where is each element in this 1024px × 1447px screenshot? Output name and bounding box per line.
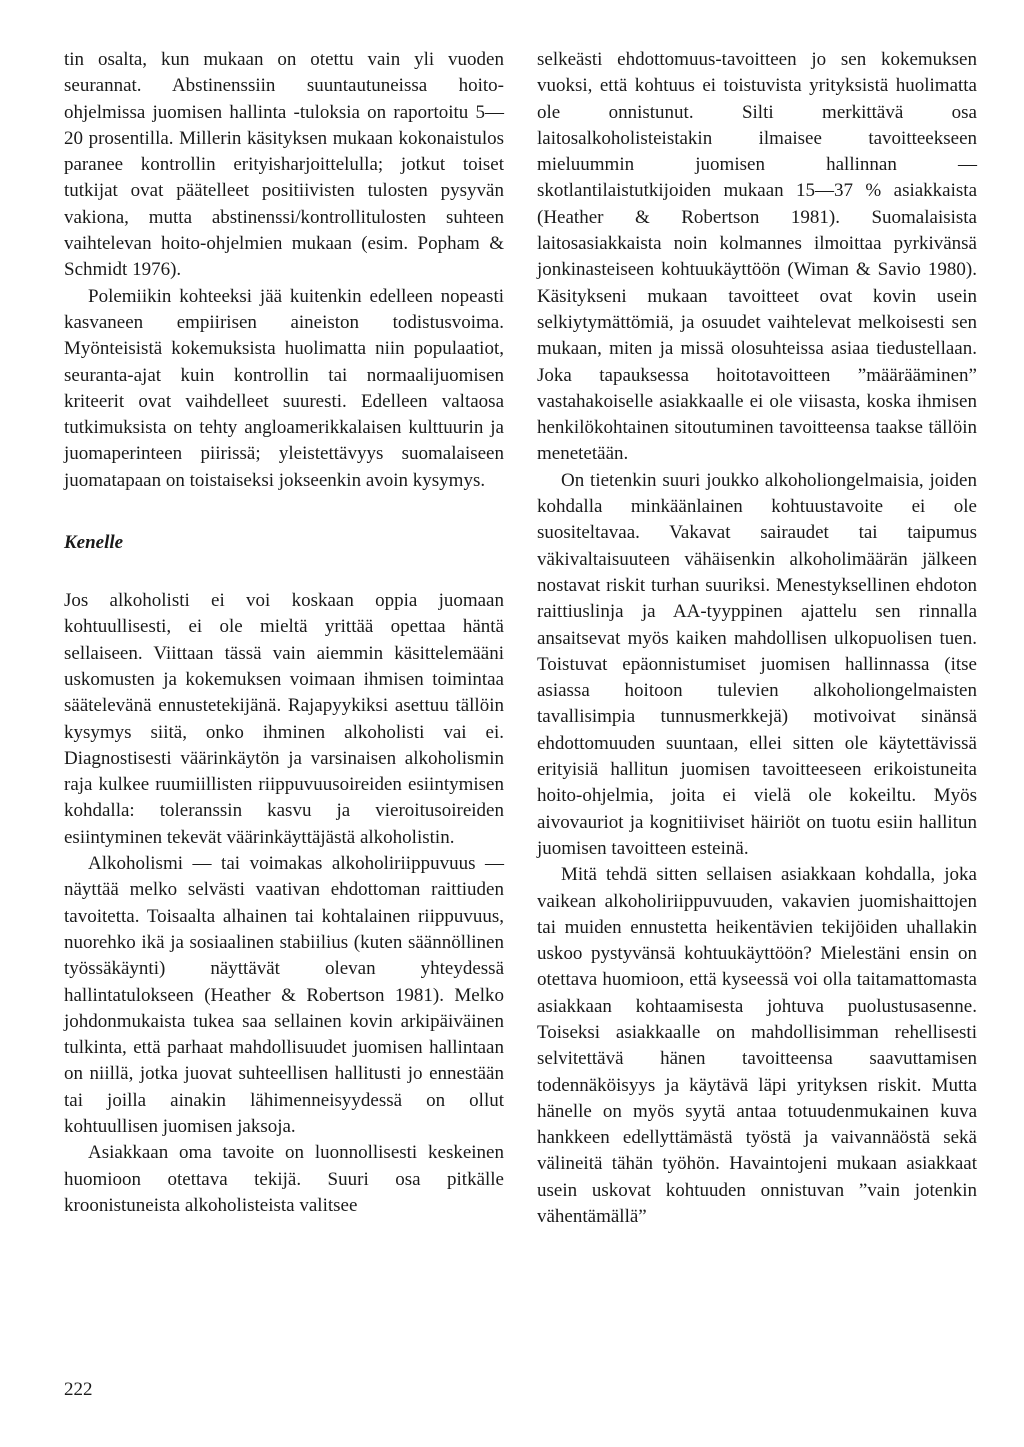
page-number: 222 [64,1379,93,1400]
paragraph: Jos alkoholisti ei voi koskaan oppia juomaan kohtuullisesti, ei ole mieltä yrittää opettaa häntä sellaiseen. Viittaan tässä vain aiemmin käsittelemääni uskomusten ja kokemuksen voimaan ihmisen toimintaa säätelevänä ennustetekijänä. Rajapyykiksi asettuu tällöin kysymys siitä, onko ihminen alkoholisti vai ei. Diagnostisesti väärinkäytön ja varsinaisen alkoholismin raja kulkee ruumiillisten riippuvuusoireiden esiintymisen kohdalla: toleranssin kasvu ja vieroitusoireiden esiintyminen tekevät väärinkäyttäjästä alkoholistin. [64,590,504,848]
left-column [64,47,504,1219]
paragraph: selkeästi ehdottomuus-tavoitteen jo sen kokemuksen vuoksi, että kohtuus ei toistuvista yrityksistä huolimatta ole onnistunut. Silti merkittävä osa laitosalkoholisteistakin ilmaisee tavoitteekseen mieluummin juomisen hallinnan — skotlantilaistutkijoiden mukaan 15—37 % asiakkaista (Heather & Robertson 1981). Suomalaisista laitosasiakkaista noin kolmannes ilmoittaa pyrkivänsä jonkinasteiseen kohtuukäyttöön (Wiman & Savio 1980). Käsitykseni mukaan tavoitteet ovat kovin usein selkiytymättömiä, ja osuudet vaihtelevat melkoisesti sen mukaan, miten ja missä olosuhteissa asiaa tiedustellaan. Joka tapauksessa hoitotavoitteen ”määrääminen” vastahakoiselle asiakkaalle ei ole viisasta, koska ihmisen henkilökohtainen sitoutuminen tavoitteensa taakse tällöin menetetään. [537,49,977,465]
paragraph: On tietenkin suuri joukko alkoholiongelmaisia, joiden kohdalla minkäänlainen kohtuustavoite ei ole suositeltavaa. Vakavat sairaudet tai taipumus väkivaltaisuuteen vähäisenkin alkoholimäärän jälkeen nostavat riskit turhan suuriksi. Menestyksellinen ehdoton raittiuslinja ja AA-tyyppinen ajattelu sen rinnalla ansaitsevat myös kaiken mahdollisen ulkopuolisen tuen. Toistuvat epäonnistumiset juomisen hallinnassa (itse asiassa hoitoon tulevien alkoholiongelmaisten tavallisimpia tunnusmerkkejä) motivoivat sinänsä ehdottomuuden suuntaan, ellei sitten ole käytettävissä erityisiä hallitun juomisen tavoitteeseen erikoistuneita hoito-ohjelmia, joita ei vielä ole kokeiltu. Myös aivovauriot ja kognitiiviset häiriöt on tuotu esiin hallitun juomisen tavoitteen esteinä. [537,469,977,859]
paragraph: Polemiikin kohteeksi jää kuitenkin edelleen nopeasti kasvaneen empiirisen aineiston todistusvoima. Myönteisistä kokemuksista huolimatta niin populaatiot, seuranta-ajat kuin kontrollin tai normaalijuomisen kriteerit ovat vaihdelleet suuresti. Edelleen valtaosa tutkimuksista on tehty angloamerikkalaisen kulttuurin ja juomaperinteen piirissä; yleistettävyys suomalaiseen juomatapaan on toistaiseksi jokseenkin avoin kysymys. [64,285,504,491]
right-column [537,47,977,1230]
paragraph: tin osalta, kun mukaan on otettu vain yli vuoden seurannat. Abstinenssiin suuntautuneissa hoito-ohjelmissa juomisen hallinta -tuloksia on raportoitu 5—20 prosentilla. Millerin käsityksen mukaan kokonaistulos paranee kontrollin erityisharjoittelulla; jotkut toiset tutkijat ovat päätelleet positiivisten tulosten pysyvän vakiona, mutta abstinenssi/kontrollitulosten suhteen vaihtelevan hoito-ohjelmien mukaan (esim. Popham & Schmidt 1976). [64,49,504,281]
paragraph: Mitä tehdä sitten sellaisen asiakkaan kohdalla, joka vaikean alkoholiriippuvuuden, vakavien juomishaittojen tai muiden ennustetta heikentävien tekijöiden uhallakin uskoo pystyvänsä kohtuukäyttöön? Mielestäni ensin on otettava huomioon, että kyseessä voi olla taitamattomasta asiakkaan kohtaamisesta johtuva puolustusasenne. Toiseksi asiakkaalle on mahdollisimman rehellisesti selvitettävä hänen tavoitteensa saavuttamisen todennäköisyys ja käytävä läpi yrityksen riskit. Mutta hänelle on myös syytä antaa totuudenmukainen kuva hankkeen edellyttämästä työstä ja vaivannäöstä sekä välineitä tähän työhön. Havaintojeni mukaan asiakkaat usein uskovat kohtuuden onnistuvan ”vain jotenkin vähentämällä” [537,864,977,1228]
paragraph: Alkoholismi — tai voimakas alkoholiriippuvuus — näyttää melko selvästi vaativan ehdottoman raittiuden tavoitetta. Toisaalta alhainen tai kohtalainen riippuvuus, nuorehko ikä ja sosiaalinen stabiilius (kuten säännöllinen työssäkäynti) näyttävät olevan yhteydessä hallintatulokseen (Heather & Robertson 1981). Melko johdonmukaista tukea saa sellainen kovin arkipäiväinen tulkinta, että parhaat mahdollisuudet juomisen hallintaan on niillä, jotka juovat suhteellisen hallitusti jo ennestään tai joilla ainakin lähimenneisyydessä on ollut kohtuullisen juomisen jaksoja. [64,853,504,1137]
section-heading: Kenelle [64,532,124,554]
paragraph: Asiakkaan oma tavoite on luonnollisesti keskeinen huomioon otettava tekijä. Suuri osa pitkälle kroonistuneista alkoholisteista valitsee [64,1142,504,1216]
